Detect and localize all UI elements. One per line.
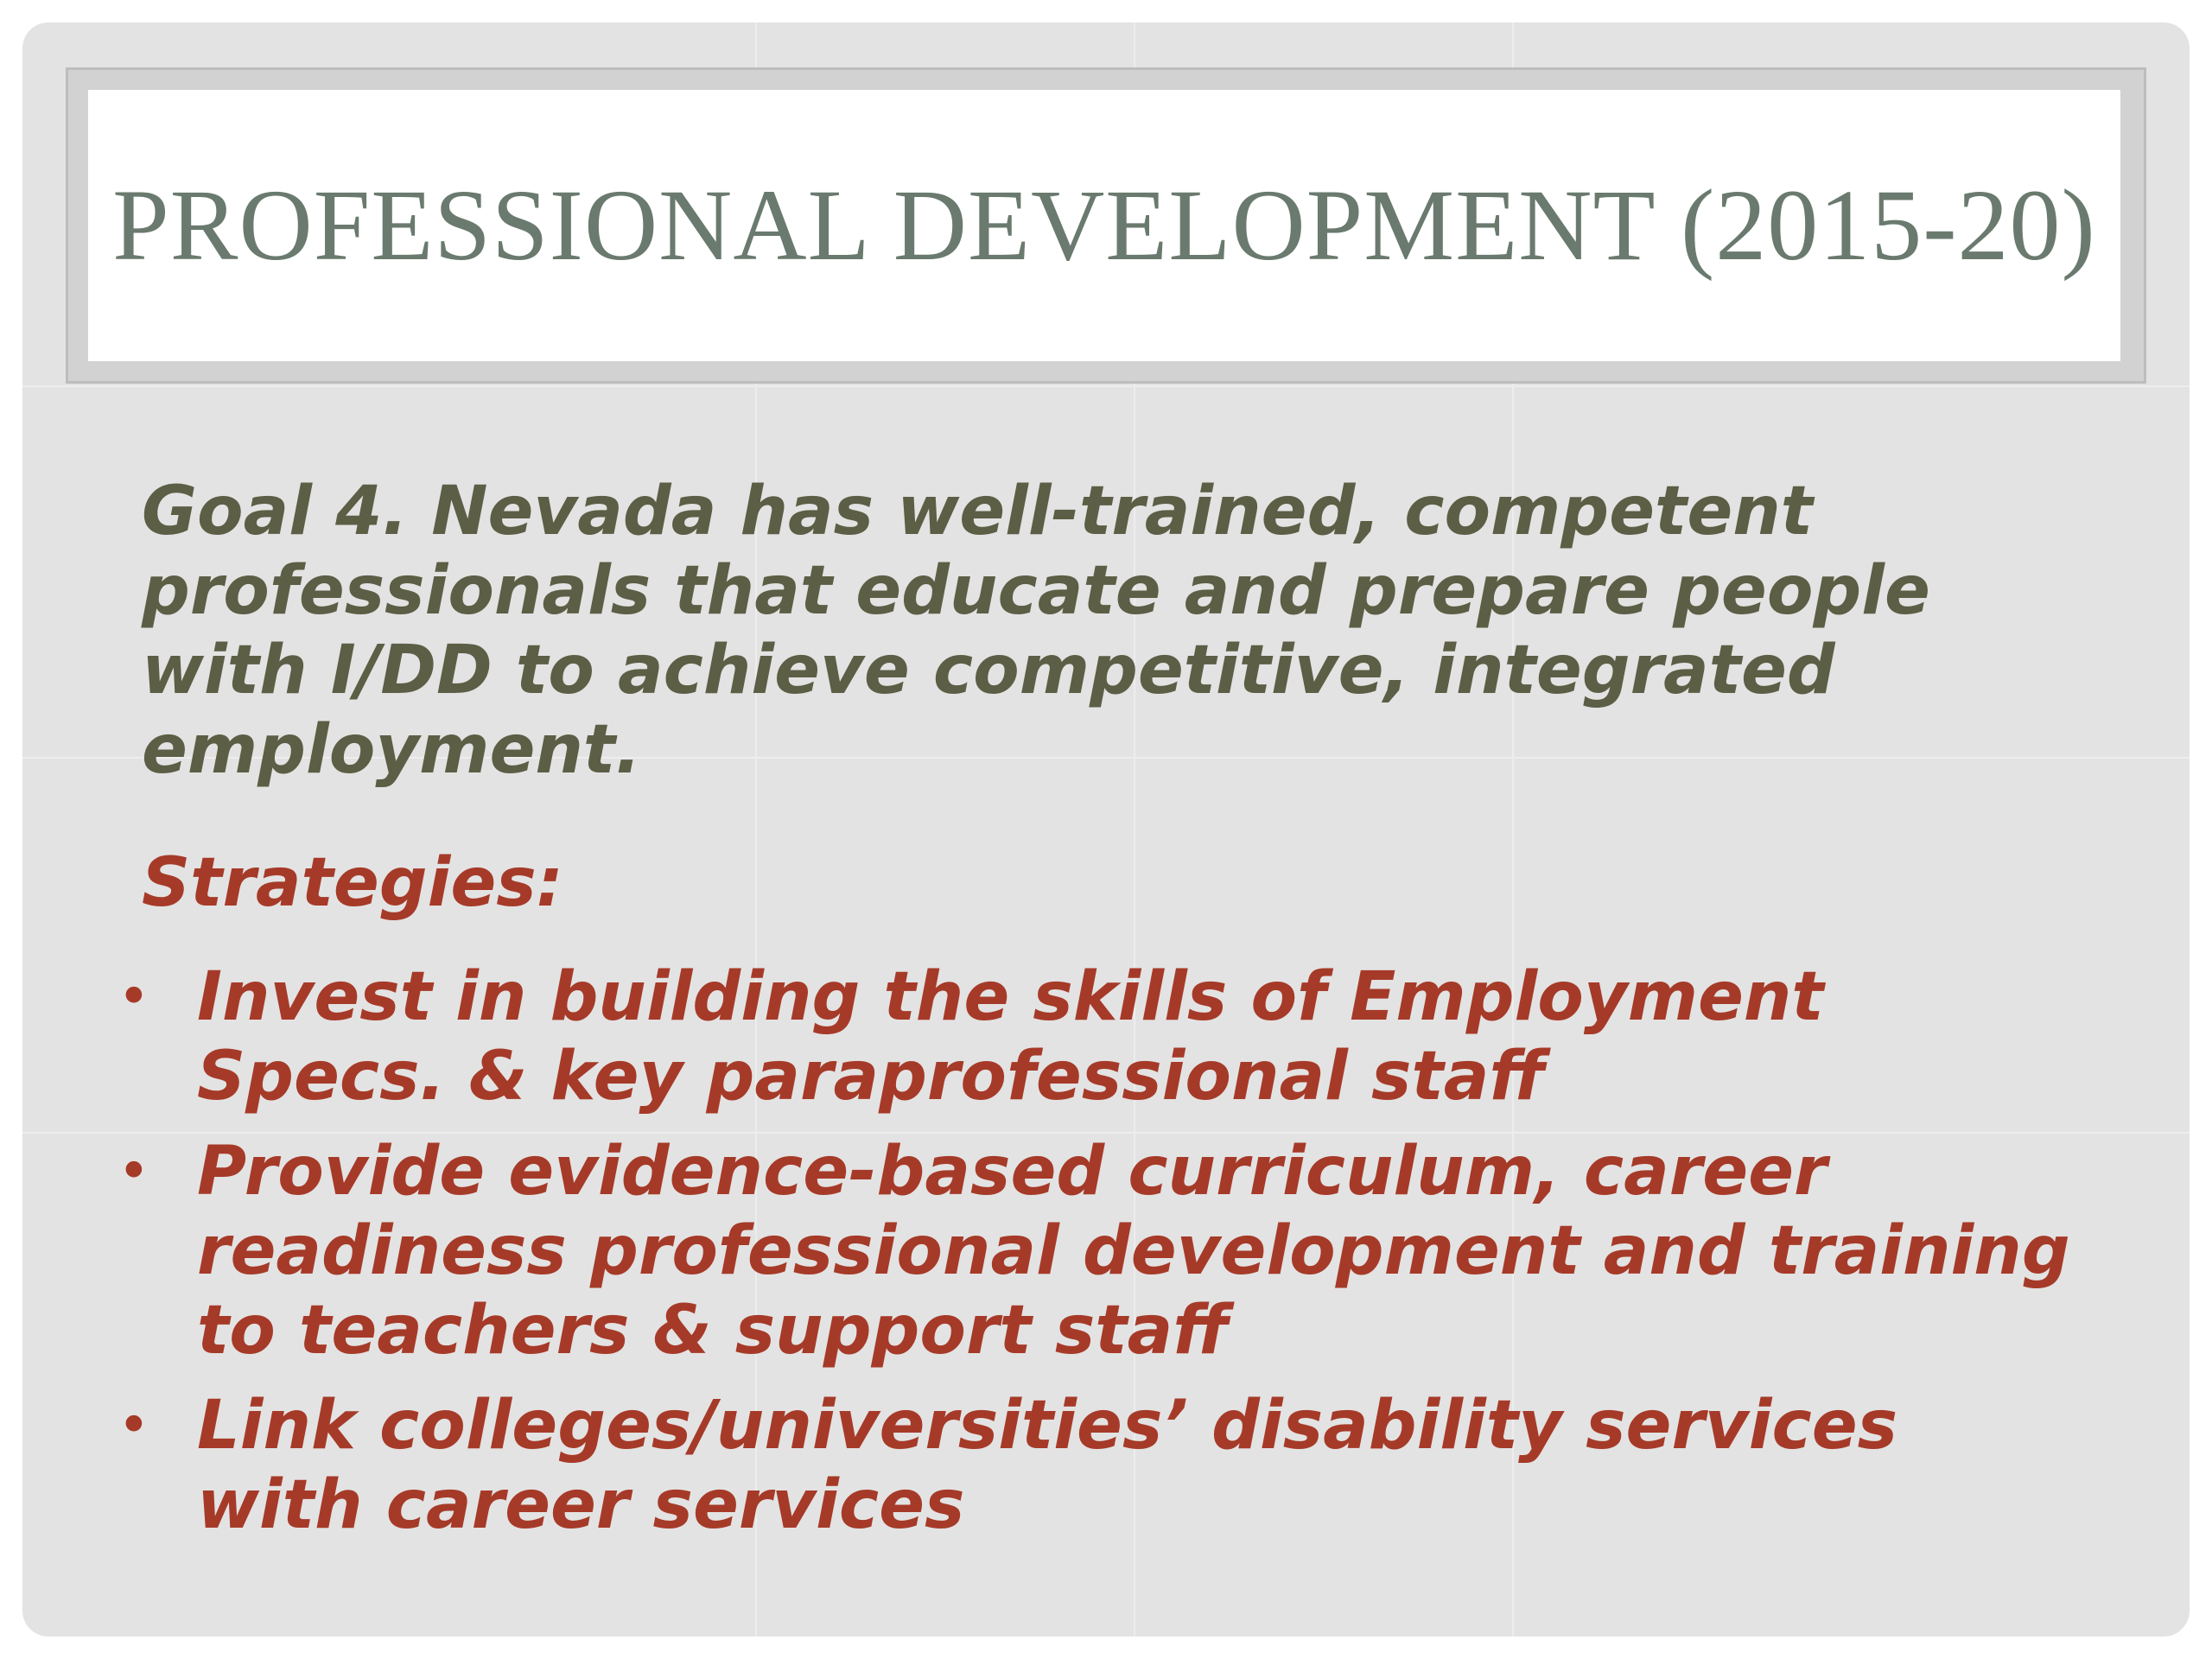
strategy-list [22,957,2190,1560]
strategy-text: Provide evidence-based curriculum, career readiness professional development and training to teachers & support staff [197,1133,2070,1370]
strategies-heading: Strategies: [142,844,563,922]
slide-title: PROFESSIONAL DEVELOPMENT (2015-20) [112,168,2096,282]
background-grid-line [22,385,2190,387]
bullet-icon: • [118,1140,150,1204]
strategy-text: Link colleges/universities’ disability services with career services [197,1387,1898,1544]
strategy-item [22,957,2081,1116]
strategy-item [22,1386,2081,1545]
slide [22,22,2190,1637]
bullet-icon: • [118,965,150,1029]
strategy-item [22,1132,2081,1370]
bullet-icon: • [118,1394,150,1458]
strategy-text: Invest in building the skills of Employment Specs. & key paraprofessional staff [197,958,1824,1116]
goal-statement: Goal 4. Nevada has well-trained, competent professionals that educate and prepare people with I/DD to achieve competitive, integrated employment. [142,473,1930,789]
title-box [88,90,2120,361]
